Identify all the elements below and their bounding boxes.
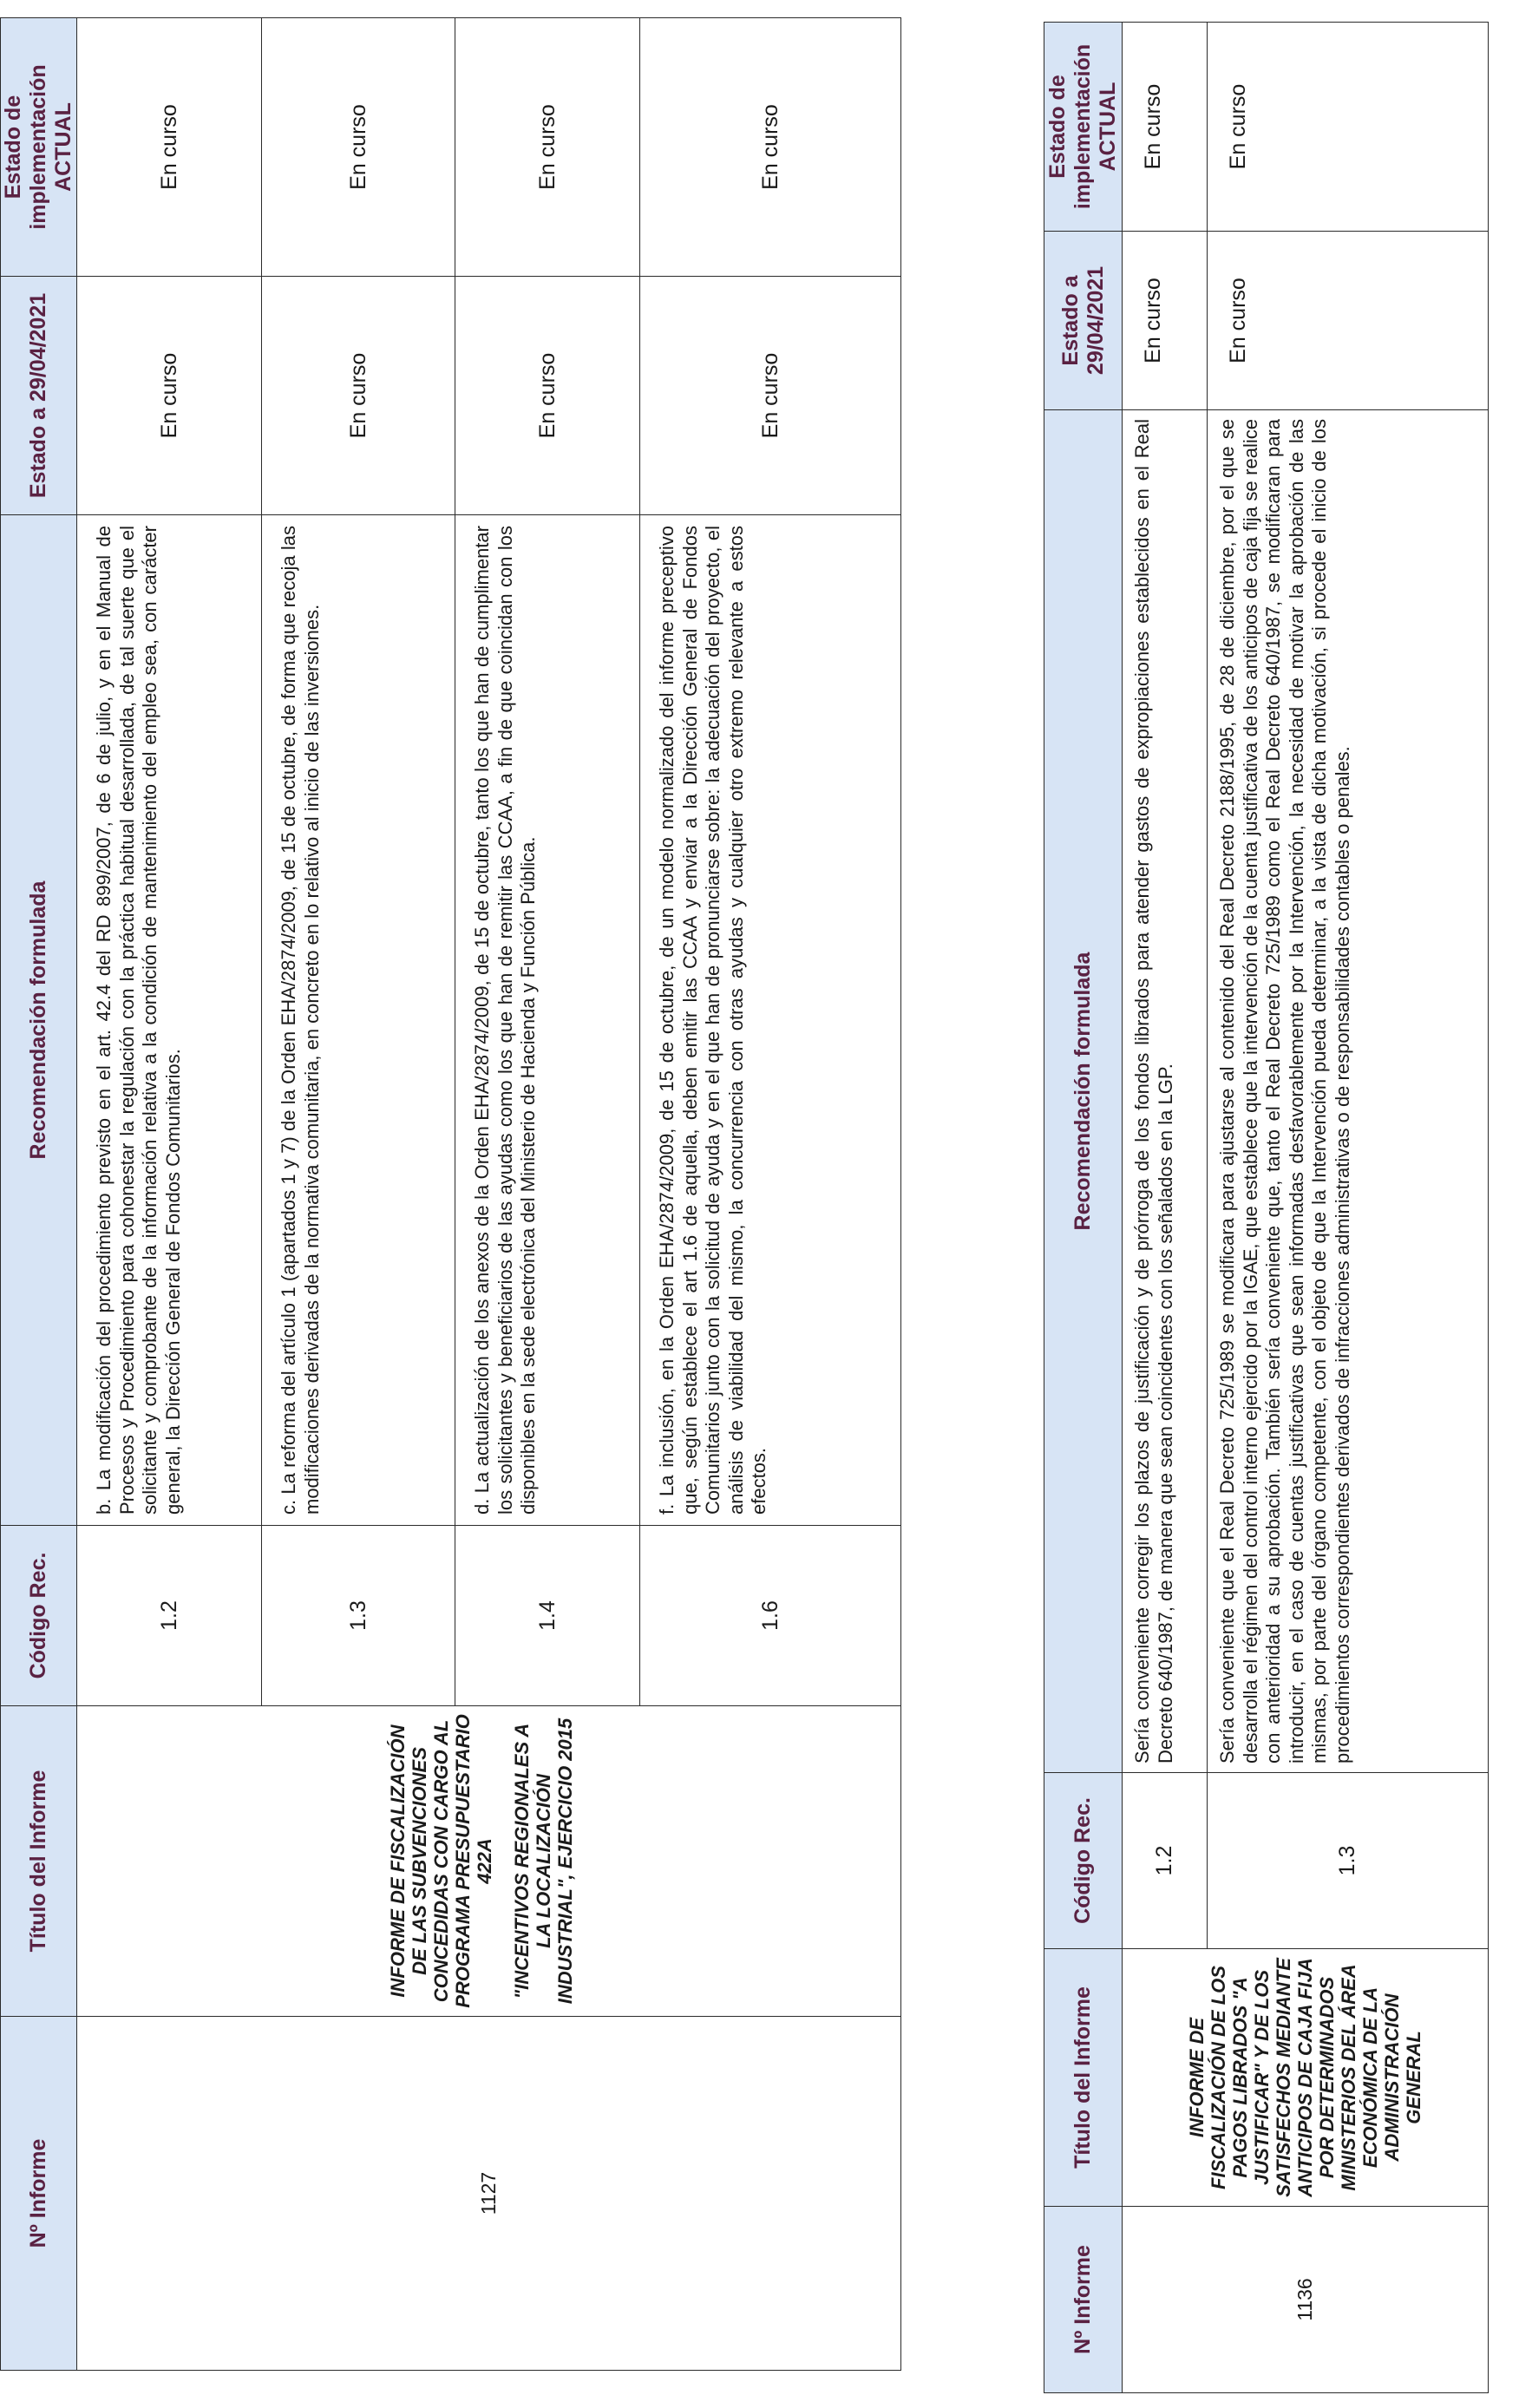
state-current-cell: En curso xyxy=(77,18,262,277)
header-state-current: Estado de implementación ACTUAL xyxy=(1044,23,1123,232)
recommendation-text: d. La actualización de los anexos de la Orden EHA/2874/2009, de 15 de octubre, tanto los que han de cumplimentar los solicitantes y beneficiarios de las ayudas como los que han de remitir las CCAA, a fin de que coincidan con los disponibles en la sede electrónica del Ministerio de Hacienda y Función Pública. xyxy=(455,515,640,1526)
header-report-title: Título del Informe xyxy=(1044,1949,1123,2207)
rec-code-cell: 1.6 xyxy=(640,1526,901,1706)
state-date-cell: En curso xyxy=(1123,232,1208,410)
rec-code-cell: 1.2 xyxy=(77,1526,262,1706)
state-current-cell: En curso xyxy=(262,18,455,277)
state-date-cell: En curso xyxy=(262,277,455,515)
report-number-cell: 1127 xyxy=(77,2017,901,2371)
report-title-line-2: "INCENTIVOS REGIONALES A LA LOCALIZACIÓN INDUSTRIAL", EJERCICIO 2015 xyxy=(510,1718,576,2005)
header-rec-code: Código Rec. xyxy=(1044,1773,1123,1949)
table-row xyxy=(1123,23,1208,2393)
state-date-cell: En curso xyxy=(455,277,640,515)
header-state-date: Estado a 29/04/2021 xyxy=(1,277,77,515)
state-date-cell: En curso xyxy=(640,277,901,515)
header-report-number: Nº Informe xyxy=(1,2017,77,2371)
header-recommendation: Recomendación formulada xyxy=(1,515,77,1526)
state-date-cell: En curso xyxy=(1208,232,1489,410)
report-number-cell: 1136 xyxy=(1123,2207,1489,2393)
rec-code-cell: 1.4 xyxy=(455,1526,640,1706)
report-title-cell xyxy=(77,1706,901,2017)
header-recommendation: Recomendación formulada xyxy=(1044,410,1123,1773)
state-current-cell: En curso xyxy=(1123,23,1208,232)
recommendation-text: Sería conveniente corregir los plazos de justificación y de prórroga de los fondos librados para atender gastos de expropiaciones establecidos en el Real Decreto 640/1987, de manera que sean coincidentes con los señalados en la LGP. xyxy=(1123,410,1208,1773)
recommendations-table-1136 xyxy=(1044,22,1489,2393)
rec-code-cell: 1.2 xyxy=(1123,1773,1208,1949)
recommendation-text: f. La inclusión, en la Orden EHA/2874/2009, de 15 de octubre, de un modelo normalizado del informe preceptivo que, según establece el art 1.6 de aquella, deben emitir las CCAA y enviar a la Dirección General de Fondos Comunitarios junto con la solicitud de ayuda y en el que han de pronunciarse sobre: la adecuación del proyecto, el análisis de viabilidad del mismo, la concurrencia con otras ayudas y cualquier otro extremo relevante a estos efectos. xyxy=(640,515,901,1526)
state-current-cell: En curso xyxy=(640,18,901,277)
table-a-rotated xyxy=(0,18,900,2371)
report-title-cell: INFORME DE FISCALIZACIÓN DE LOS PAGOS LIBRADOS "A JUSTIFICAR" Y DE LOS SATISFECHOS MEDIANTE ANTICIPOS DE CAJA FIJA POR DETERMINADOS MINISTERIOS DEL ÁREA ECONÓMICA DE LA ADMINISTRACIÓN GENERAL xyxy=(1123,1949,1489,2207)
rec-code-cell: 1.3 xyxy=(262,1526,455,1706)
header-state-date: Estado a 29/04/2021 xyxy=(1044,232,1123,410)
recommendations-table-1127 xyxy=(0,17,901,2371)
state-current-cell: En curso xyxy=(1208,23,1489,232)
recommendation-text: Sería conveniente que el Real Decreto 725/1989 se modificara para ajustarse al contenido del Real Decreto 2188/1995, de 28 de diciembre, por el que se desarrolla el régimen del control interno ejercido por la IGAE, que establece que la intervención de la cuenta justificativa de los anticipos de caja fija se realice con anterioridad a su aprobación. También sería conveniente que, tanto el Real Decreto 725/1989 como el Real Decreto 640/1987, se modificaran para introducir, en el caso de cuentas justificativas que sean informadas desfavorablemente por la Intervención, la necesidad de motivar la aprobación de las mismas, por parte del órgano competente, con el objeto de que la Intervención pueda determinar, a la vista de dicha motivación, si procede el inicio de los procedimientos correspondientes derivados de infracciones administrativas o de responsabilidades contables o penales. xyxy=(1208,410,1489,1773)
state-date-cell: En curso xyxy=(77,277,262,515)
recommendation-text: b. La modificación del procedimiento previsto en el art. 42.4 del RD 899/2007, de 6 de julio, y en el Manual de Procesos y Procedimiento para cohonestar la regulación con la práctica habitual desarrollada, de tal suerte que el solicitante y comprobante de la información relativa a la condición de mantenimiento del empleo sea, con carácter general, la Dirección General de Fondos Comunitarios. xyxy=(77,515,262,1526)
report-title-line-1: INFORME DE FISCALIZACIÓN DE LAS SUBVENCIONES CONCEDIDAS CON CARGO AL PROGRAMA PRESUPUESTARIO 422A xyxy=(386,1714,495,2008)
header-report-title: Título del Informe xyxy=(1,1706,77,2017)
recommendation-text: c. La reforma del artículo 1 (apartados 1 y 7) de la Orden EHA/2874/2009, de 15 de octubre, de forma que recoja las modificaciones derivadas de la normativa comunitaria, en concreto en lo relativo al inicio de las inversiones. xyxy=(262,515,455,1526)
header-state-current: Estado de implementación ACTUAL xyxy=(1,18,77,277)
table-b-rotated xyxy=(1044,23,1488,2393)
table-row xyxy=(77,18,262,2371)
rec-code-cell: 1.3 xyxy=(1208,1773,1489,1949)
header-rec-code: Código Rec. xyxy=(1,1526,77,1706)
state-current-cell: En curso xyxy=(455,18,640,277)
header-report-number: Nº Informe xyxy=(1044,2207,1123,2393)
